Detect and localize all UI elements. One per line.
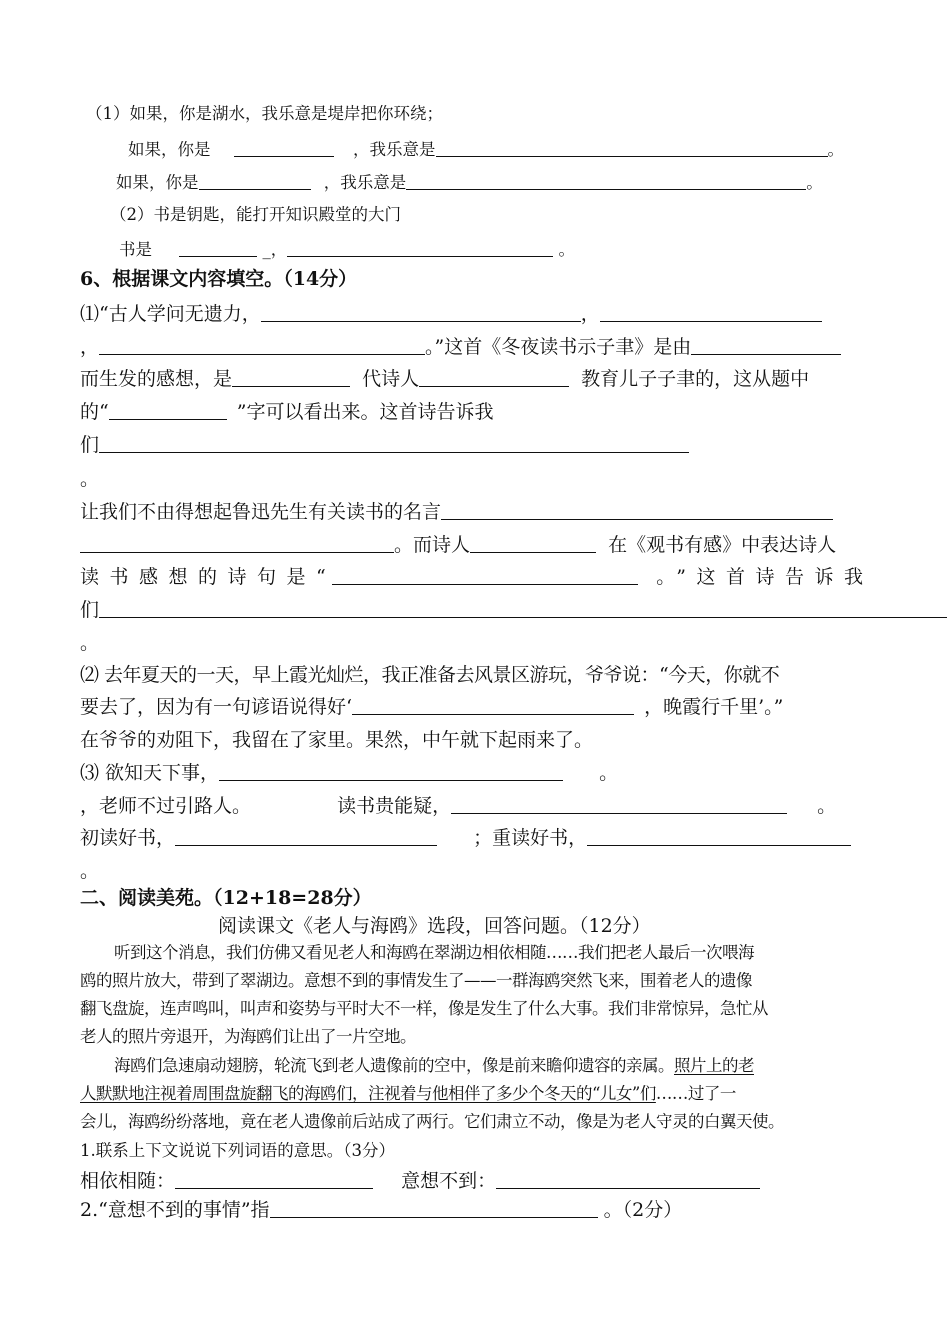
answer-blank[interactable] [109, 403, 227, 420]
answer-blank[interactable] [436, 140, 828, 157]
reading-heading: 二、阅读美苑。（12+18=28分） [80, 887, 372, 909]
answer-blank[interactable] [287, 240, 553, 257]
q6-line3: 而生发的感想，是 代诗人 教育儿子子聿的，这从题中 [80, 368, 810, 390]
answer-blank[interactable] [179, 240, 257, 257]
reading-q2: 2.“意想不到的事情”指 。（2分） [80, 1199, 683, 1221]
passage-para2-line2: 人默默地注视着周围盘旋翻飞的海鸥们，注视着与他相伴了多少个冬天的“儿女”们……过了一 [80, 1084, 736, 1103]
answer-blank[interactable] [600, 305, 822, 322]
q6-line1: ⑴“古人学问无遗力， ， [80, 305, 822, 324]
q6-line7: 让我们不由得想起鲁迅先生有关读书的名言 [80, 503, 833, 522]
q6-para3-line4: 。 [80, 860, 100, 882]
answer-blank[interactable] [99, 601, 947, 618]
answer-blank[interactable] [406, 173, 806, 190]
q6-line11: 。 [80, 632, 100, 654]
answer-blank[interactable] [441, 503, 833, 520]
q6-para3-line3: 初读好书， ；重读好书， [80, 829, 851, 848]
answer-blank[interactable] [80, 536, 394, 553]
answer-blank[interactable] [419, 370, 569, 387]
q6-line9: 读书感想的诗句是“ 。”这首诗告诉我 [80, 566, 874, 588]
passage-para1-line2: 鸥的照片放大，带到了翠湖边。意想不到的事情发生了——一群海鸥突然飞来，围着老人的遗像 [80, 971, 752, 990]
passage-para1-line1: 听到这个消息，我们仿佛又看见老人和海鸥在翠湖边相依相随……我们把老人最后一次喂海 [114, 943, 754, 962]
q6-line2: ， 。”这首《冬夜读书示子聿》是由 [80, 338, 841, 357]
answer-blank[interactable] [99, 338, 425, 355]
answer-blank[interactable] [587, 829, 851, 846]
answer-blank[interactable] [496, 1172, 760, 1189]
answer-blank[interactable] [691, 338, 841, 355]
q6-line10: 们 [80, 601, 947, 620]
q6-line5: 们 [80, 436, 689, 455]
answer-blank[interactable] [232, 370, 350, 387]
passage-para2-line1: 海鸥们急速扇动翅膀，轮流飞到老人遗像前的空中，像是前来瞻仰遗容的亲属。照片上的老 [114, 1056, 754, 1075]
q1-line3: 如果，你是 ，我乐意是 。 [116, 173, 823, 192]
answer-blank[interactable] [270, 1201, 598, 1218]
answer-blank[interactable] [261, 305, 581, 322]
q1-line1: （1）如果，你是湖水，我乐意是堤岸把你环绕； [86, 104, 443, 123]
answer-blank[interactable] [99, 436, 689, 453]
passage-para2-line3: 会儿，海鸥纷纷落地，竟在老人遗像前后站成了两行。它们肃立不动，像是为老人守灵的白翼天使。 [80, 1112, 784, 1131]
reading-q1-words: 相依相随： 意想不到： [80, 1172, 760, 1191]
answer-blank[interactable] [175, 1172, 373, 1189]
answer-blank[interactable] [352, 698, 634, 715]
q6-para2-line1: ⑵ 去年夏天的一天，早上霞光灿烂，我正准备去风景区游玩，爷爷说：“今天，你就不 [80, 664, 780, 686]
q6-para2-line3: 在爷爷的劝阻下，我留在了家里。果然，中午就下起雨来了。 [80, 729, 594, 751]
answer-blank[interactable] [219, 764, 563, 781]
q2-line1: （2）书是钥匙，能打开知识殿堂的大门 [110, 205, 401, 224]
reading-q1: 1.联系上下文说说下列词语的意思。（3分） [80, 1141, 395, 1160]
q6-line6: 。 [80, 468, 100, 490]
passage-para1-line3: 翻飞盘旋，连声鸣叫，叫声和姿势与平时大不一样，像是发生了什么大事。我们非常惊异，急忙从 [80, 999, 768, 1018]
underlined-sentence: 照片上的老 [674, 1056, 754, 1075]
underlined-sentence: 人默默地注视着周围盘旋翻飞的海鸥们，注视着与他相伴了多少个冬天的“儿女”们 [80, 1084, 656, 1103]
q6-line8: 。而诗人 在《观书有感》中表达诗人 [80, 536, 836, 555]
answer-blank[interactable] [332, 568, 638, 585]
answer-blank[interactable] [451, 797, 787, 814]
answer-blank[interactable] [234, 140, 334, 157]
q2-line2: 书是 _， 。 [119, 240, 575, 259]
passage-para1-line4: 老人的照片旁退开，为海鸥们让出了一片空地。 [80, 1027, 416, 1046]
q6-para3-line2: ，老师不过引路人。 读书贵能疑， 。 [80, 795, 837, 817]
q6-para3-line1: ⑶ 欲知天下事， 。 [80, 762, 619, 784]
q6-para2-line2: 要去了，因为有一句谚语说得好‘ ，晚霞行千里’。” [80, 696, 784, 718]
answer-blank[interactable] [470, 536, 596, 553]
q1-line2: 如果，你是 ，我乐意是 。 [128, 140, 844, 159]
answer-blank[interactable] [199, 173, 311, 190]
q6-line4: 的“ ”字可以看出来。这首诗告诉我 [80, 401, 494, 423]
reading-subtitle: 阅读课文《老人与海鸥》选段，回答问题。（12分） [218, 915, 651, 937]
q6-heading: 6、根据课文内容填空。（14分） [80, 268, 358, 290]
answer-blank[interactable] [175, 829, 437, 846]
